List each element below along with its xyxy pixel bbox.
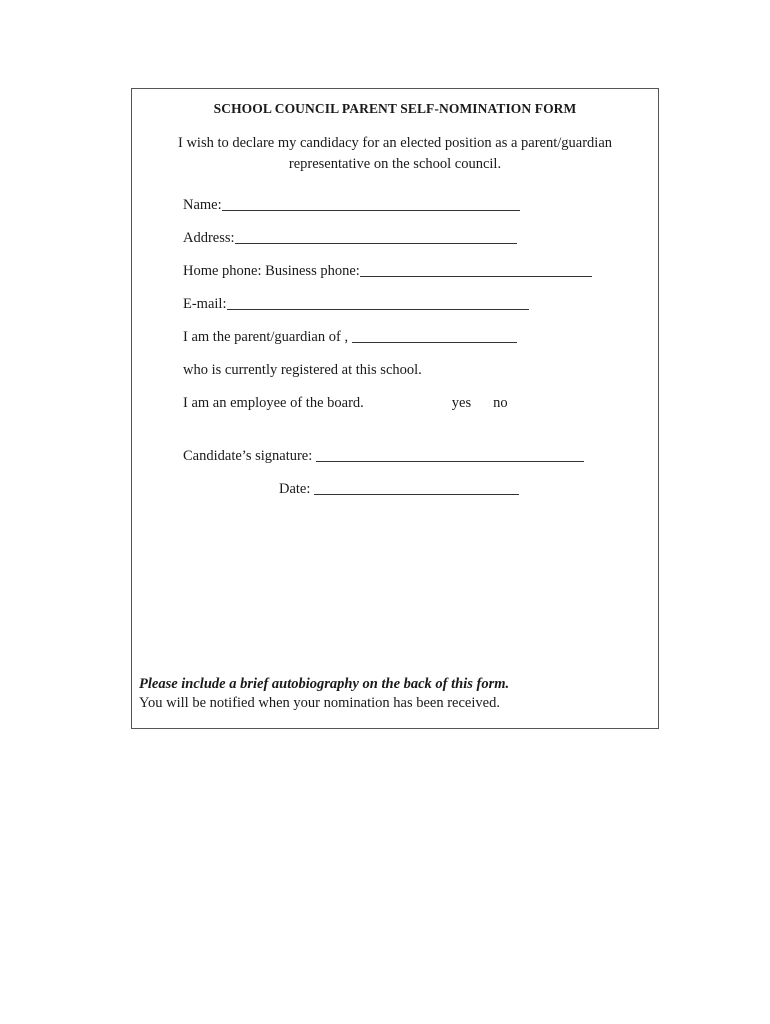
date-row [183,481,658,498]
employee-no-option[interactable]: no [493,395,508,412]
name-input-blank[interactable] [222,199,520,211]
statement-row-registered [183,362,658,395]
form-footer [139,675,649,714]
field-row-email [183,296,658,329]
field-row-address [183,230,658,263]
statement-row-parent-of [183,329,658,362]
employee-yes-option[interactable]: yes [451,395,472,412]
registered-text: who is currently registered at this school. [183,362,422,379]
phone-label: Home phone: Business phone: [183,263,360,280]
employee-label: I am an employee of the board. [183,395,364,412]
form-fields-group [132,197,658,428]
nomination-form-box [131,88,659,729]
signature-group [132,448,658,498]
parent-of-label: I am the parent/guardian of , [183,329,349,346]
email-input-blank[interactable] [227,298,529,310]
statement-row-employee [183,395,658,428]
name-label: Name: [183,197,222,214]
child-name-blank[interactable] [352,331,517,343]
field-row-phone [183,263,658,296]
email-label: E-mail: [183,296,227,313]
address-label: Address: [183,230,235,247]
signature-blank[interactable] [316,450,584,462]
footer-notification-note: You will be notified when your nomination has been received. [139,695,500,712]
form-intro-paragraph: I wish to declare my candidacy for an elected position as a parent/guardian representative on the school council. [177,135,613,173]
phone-input-blank[interactable] [360,265,592,277]
signature-label: Candidate’s signature: [183,448,313,465]
address-input-blank[interactable] [235,232,517,244]
date-label: Date: [279,481,311,498]
form-title: SCHOOL COUNCIL PARENT SELF-NOMINATION FORM [213,101,577,116]
footer-autobiography-note: Please include a brief autobiography on the back of this form. [139,675,510,692]
date-blank[interactable] [314,483,519,495]
signature-row [183,448,658,481]
field-row-name [183,197,658,230]
